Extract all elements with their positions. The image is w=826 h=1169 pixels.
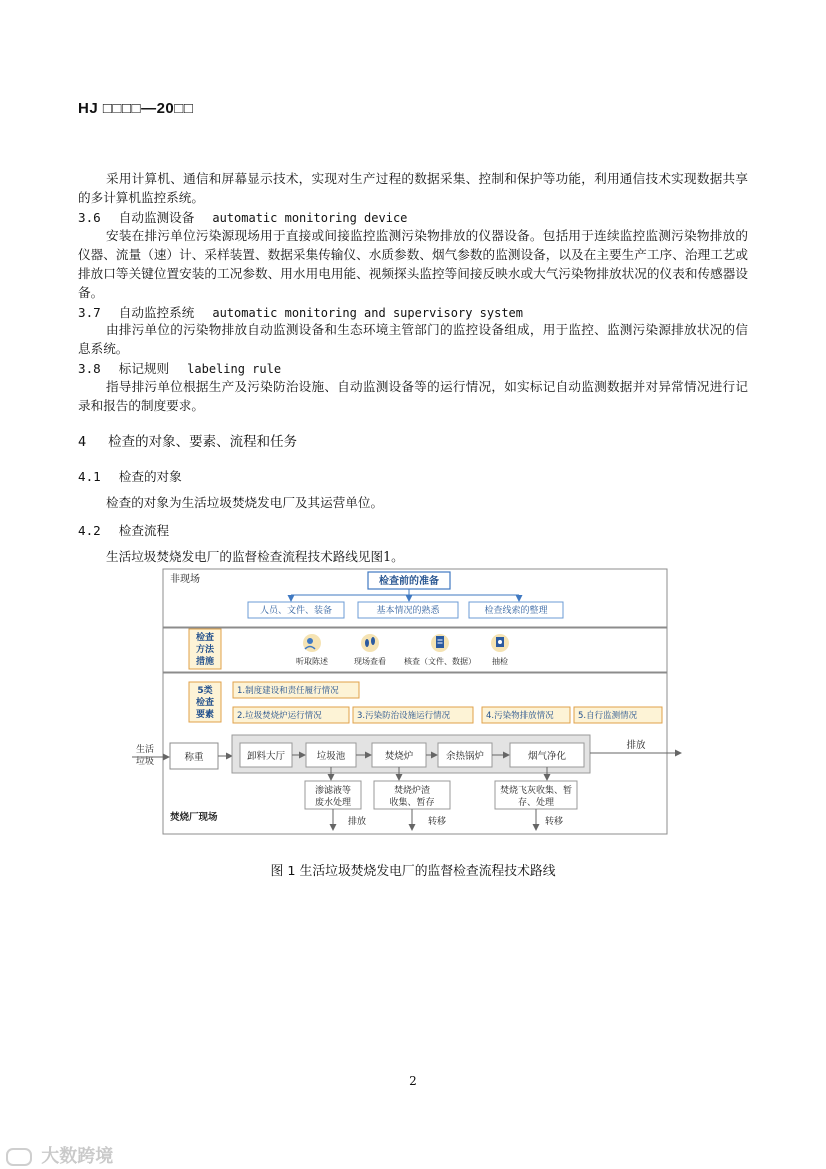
prep-item-3: 检查线索的整理 — [484, 606, 548, 616]
section-3-7-body: 由排污单位的污染物排放自动监测设备和生态环境主管部门的监控设备组成，用于监控、监测污染源排放状况的信息系统。 — [78, 322, 748, 356]
section-3-8-body: 指导排污单位根据生产及污染防治设施、自动监测设备等的运行情况，如实标记自动监测数据并对异常情况进行记录和报告的制度要求。 — [78, 379, 748, 413]
section-title: 检查流程 — [118, 523, 170, 538]
element-2: 2.垃圾焚烧炉运行情况 — [237, 711, 322, 721]
sub-2-line-1: 焚烧炉渣 — [393, 786, 431, 796]
watermark-logo-icon — [6, 1148, 32, 1166]
section-number: 4.2 — [78, 523, 101, 538]
offsite-label: 非现场 — [170, 574, 200, 585]
sub-1-line-1: 渗滤液等 — [314, 786, 352, 796]
section-number: 3.6 — [78, 210, 101, 225]
method-2: 现场查看 — [354, 657, 386, 666]
section-title: 检查的对象、要素、流程和任务 — [108, 434, 298, 450]
method-label-2: 方法 — [195, 645, 215, 655]
footprint-icon — [361, 634, 379, 652]
method-4: 抽检 — [492, 657, 508, 666]
section-title: 自动监控系统 — [118, 305, 195, 320]
section-number: 3.7 — [78, 305, 101, 320]
watermark — [6, 1142, 113, 1168]
element-5: 5.自行监测情况 — [578, 711, 638, 721]
elements-label-1: 5类 — [197, 686, 213, 696]
page-number: 2 — [409, 1074, 417, 1088]
document-icon — [431, 634, 449, 652]
method-1: 听取陈述 — [296, 657, 328, 666]
sample-icon — [491, 634, 509, 652]
method-3: 核查（文件、数据） — [404, 657, 476, 666]
sub-3-line-2: 存、处理 — [517, 798, 555, 808]
output-label: 排放 — [626, 740, 646, 751]
weigh-label: 称重 — [184, 752, 204, 763]
input-label-1: 生活 — [135, 745, 155, 755]
element-1: 1.制度建设和责任履行情况 — [237, 686, 339, 696]
sub-action-1: 排放 — [348, 817, 367, 827]
section-title: 标记规则 — [118, 361, 170, 376]
element-3: 3.污染防治设施运行情况 — [357, 711, 451, 721]
section-number: 3.8 — [78, 361, 101, 376]
site-label: 焚烧厂现场 — [170, 812, 218, 823]
section-4-1-body: 检查的对象为生活垃圾焚烧发电厂及其运营单位。 — [106, 495, 384, 510]
prep-item-1: 人员、文件、装备 — [259, 606, 333, 616]
section-title: 自动监测设备 — [118, 210, 195, 225]
figure-caption: 图 1 生活垃圾焚烧发电厂的监督检查流程技术路线 — [270, 864, 556, 879]
sub-action-2: 转移 — [428, 817, 447, 827]
process-2: 垃圾池 — [316, 751, 346, 762]
sub-action-3: 转移 — [545, 817, 564, 827]
section-3-6-body: 安装在排污单位污染源现场用于直接或间接监控监测污染物排放的仪器设备。包括用于连续监控监测污染物排放的仪器、流量（速）计、采样装置、数据采集传输仪、水质参数、烟气参数的监测设备，以及在主要生产工序、治理工艺或排放口等关键位置安装的工况参数、用水用电用能、视频探头监控等间接反映水或大气污染物排放状况的仪表和传感器设备。 — [78, 228, 748, 300]
input-label-2: 垃圾 — [135, 757, 155, 767]
method-label-1: 检查 — [195, 633, 215, 643]
section-title: 检查的对象 — [118, 469, 182, 484]
process-3: 焚烧炉 — [384, 751, 414, 762]
intro-paragraph: 采用计算机、通信和屏幕显示技术，实现对生产过程的数据采集、控制和保护等功能，利用通信技术实现数据共享的多计算机监控系统。 — [78, 171, 748, 205]
section-title-en: automatic monitoring and supervisory system — [212, 306, 524, 320]
process-1: 卸料大厅 — [246, 751, 286, 762]
listen-icon — [303, 634, 321, 652]
sub-1-line-2: 废水处理 — [314, 798, 352, 808]
elements-label-3: 要素 — [195, 710, 215, 720]
process-5: 烟气净化 — [527, 751, 567, 762]
section-4-2-body: 生活垃圾焚烧发电厂的监督检查流程技术路线见图1。 — [106, 549, 404, 564]
watermark-text: 大数跨境 — [41, 1146, 114, 1167]
prep-label: 检查前的准备 — [379, 576, 439, 587]
section-title-en: automatic monitoring device — [212, 211, 408, 225]
sub-2-line-2: 收集、暂存 — [389, 798, 435, 808]
section-number: 4.1 — [78, 469, 101, 484]
element-4: 4.污染物排放情况 — [486, 711, 554, 721]
section-title-en: labeling rule — [187, 362, 282, 376]
method-label-3: 措施 — [195, 657, 215, 667]
document-code: HJ □□□□—20□□ — [78, 100, 194, 117]
section-number: 4 — [78, 434, 87, 450]
process-4: 余热锅炉 — [445, 751, 485, 762]
prep-item-2: 基本情况的熟悉 — [376, 606, 440, 616]
elements-label-2: 检查 — [195, 698, 215, 708]
sub-3-line-1: 焚烧飞灰收集、暂 — [499, 786, 573, 796]
